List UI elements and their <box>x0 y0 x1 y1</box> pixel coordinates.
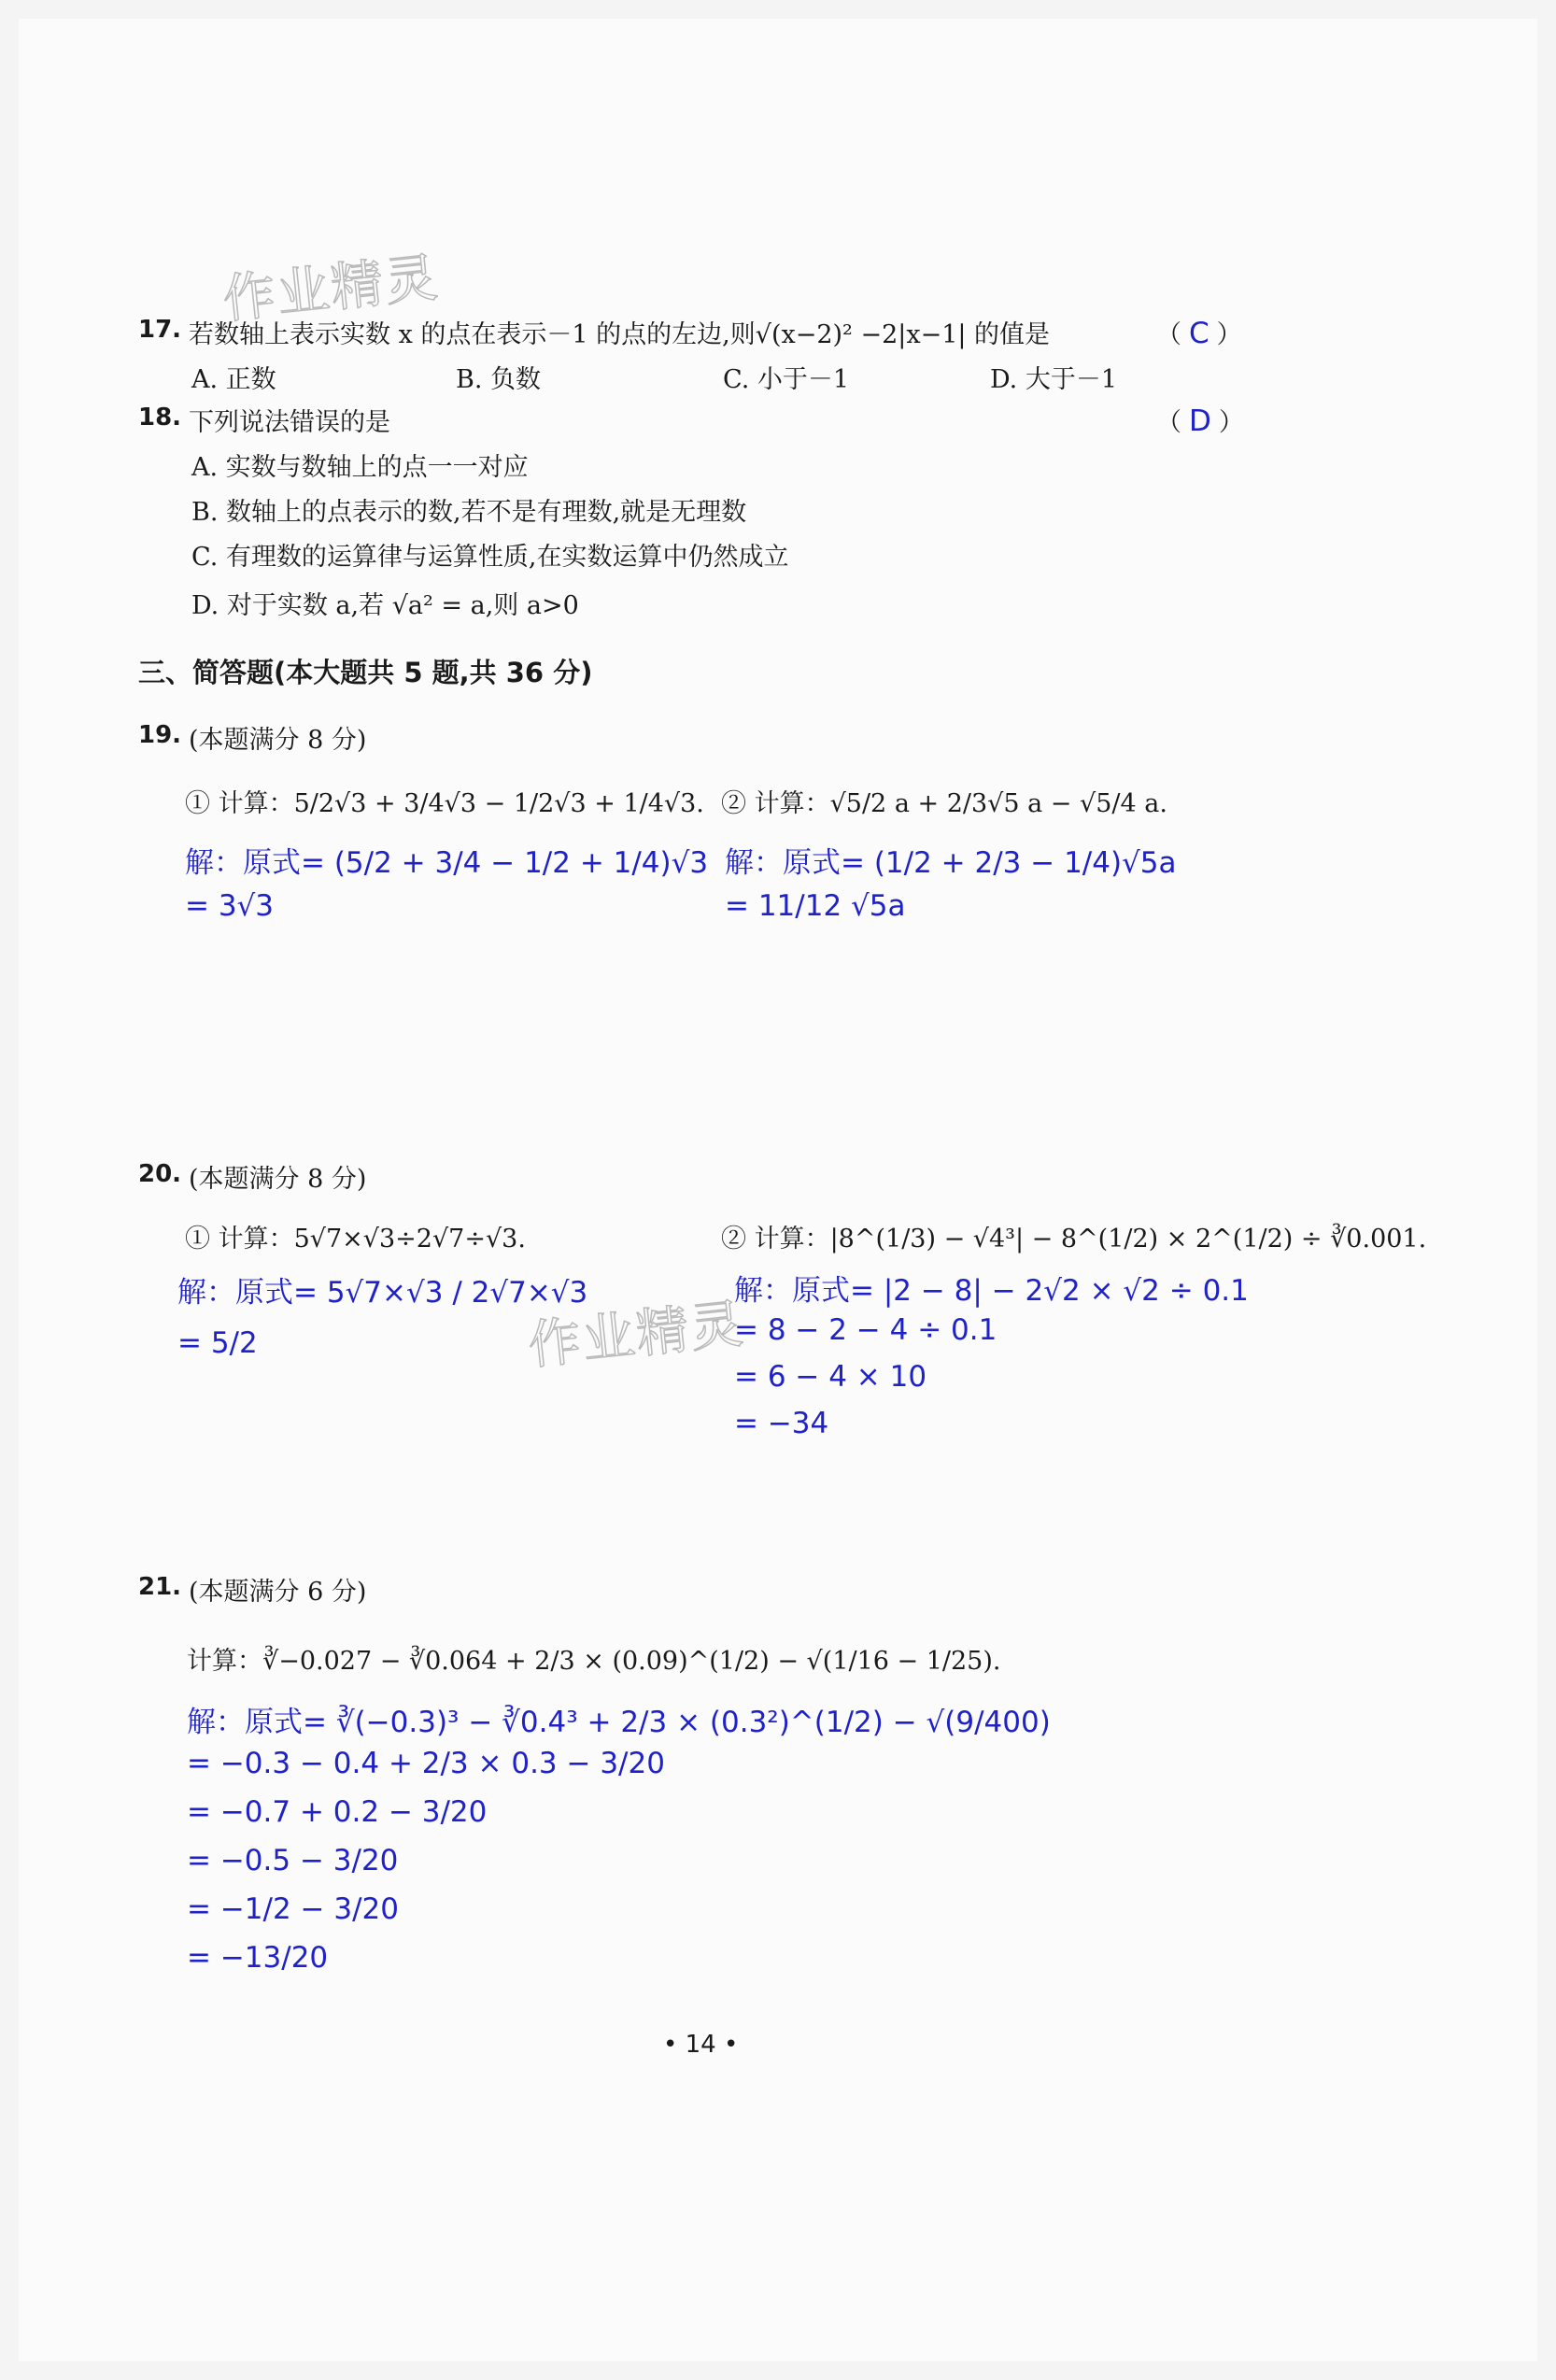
q19-solution1-line2: = 3√3 <box>185 889 275 923</box>
q20-solution2-line1: 解：原式= |2 − 8| − 2√2 × √2 ÷ 0.1 <box>734 1274 1249 1308</box>
page-number: • 14 • <box>663 2031 739 2059</box>
q18-bracket-open: （ <box>1156 408 1181 437</box>
q18-option-b: B. 数轴上的点表示的数,若不是有理数,就是无理数 <box>191 498 747 527</box>
q18-answer: D <box>1189 404 1211 438</box>
q18-number: 18. <box>138 404 182 432</box>
watermark-middle: 作业精灵 <box>525 1294 748 1377</box>
q17-number: 17. <box>138 316 182 344</box>
q21-solution-line1: 解：原式= ∛(−0.3)³ − ∛0.4³ + 2/3 × (0.3²)^(1/2) − √(9/400) <box>187 1706 1051 1739</box>
q20-solution1-line1: 解：原式= 5√7×√3 / 2√7×√3 <box>177 1276 588 1310</box>
q20-solution2-line2: = 8 − 2 − 4 ÷ 0.1 <box>734 1313 997 1347</box>
q20-part2: ② 计算：|8^(1/3) − √4³| − 8^(1/2) × 2^(1/2) ÷ ∛0.001. <box>721 1225 1427 1254</box>
q21-score: (本题满分 6 分) <box>189 1578 367 1607</box>
q19-part1: ① 计算：5/2√3 + 3/4√3 − 1/2√3 + 1/4√3. <box>185 789 704 818</box>
q20-solution2-line3: = 6 − 4 × 10 <box>734 1360 927 1394</box>
q20-solution2-line4: = −34 <box>734 1407 829 1440</box>
q20-number: 20. <box>138 1160 182 1188</box>
q17-bracket-close: ） <box>1216 320 1242 349</box>
q19-solution2-line1: 解：原式= (1/2 + 2/3 − 1/4)√5a <box>725 846 1177 880</box>
q21-solution-line3: = −0.7 + 0.2 − 3/20 <box>187 1795 488 1829</box>
watermark-top: 作业精灵 <box>219 248 443 331</box>
q18-option-d: D. 对于实数 a,若 √a² = a,则 a>0 <box>191 591 579 620</box>
q18-answer-bracket <box>1156 402 1244 438</box>
q20-solution1-line2: = 5/2 <box>177 1326 258 1360</box>
document-page <box>19 19 1537 2361</box>
q19-solution1-line1: 解：原式= (5/2 + 3/4 − 1/2 + 1/4)√3 <box>185 846 709 880</box>
q19-solution2-line2: = 11/12 √5a <box>725 889 906 923</box>
q17-option-c: C. 小于－1 <box>723 365 850 394</box>
q17-stem: 若数轴上表示实数 x 的点在表示－1 的点的左边,则√(x−2)² −2|x−1| 的值是 <box>189 320 1051 349</box>
q17-answer: C <box>1189 317 1209 350</box>
q19-part2: ② 计算：√5/2 a + 2/3√5 a − √5/4 a. <box>721 789 1167 818</box>
q17-option-b: B. 负数 <box>456 365 542 394</box>
section-3-title: 三、简答题(本大题共 5 题,共 36 分) <box>138 657 593 688</box>
q20-part1: ① 计算：5√7×√3÷2√7÷√3. <box>185 1225 526 1254</box>
q21-number: 21. <box>138 1573 182 1601</box>
q18-option-a: A. 实数与数轴上的点一一对应 <box>191 453 529 482</box>
q21-part1: 计算：∛−0.027 − ∛0.064 + 2/3 × (0.09)^(1/2) − √(1/16 − 1/25). <box>187 1647 1001 1676</box>
q21-solution-line5: = −1/2 − 3/20 <box>187 1892 399 1926</box>
q21-solution-line4: = −0.5 − 3/20 <box>187 1844 399 1877</box>
q21-solution-line2: = −0.3 − 0.4 + 2/3 × 0.3 − 3/20 <box>187 1747 665 1780</box>
q18-option-c: C. 有理数的运算律与运算性质,在实数运算中仍然成立 <box>191 543 789 572</box>
q19-number: 19. <box>138 721 182 749</box>
q19-score: (本题满分 8 分) <box>189 726 367 755</box>
q21-solution-line6: = −13/20 <box>187 1941 329 1975</box>
q18-bracket-close: ） <box>1218 408 1244 437</box>
q17-bracket-open: （ <box>1156 320 1181 349</box>
q17-answer-bracket <box>1156 314 1242 350</box>
q20-score: (本题满分 8 分) <box>189 1165 367 1194</box>
q17-option-a: A. 正数 <box>191 365 276 394</box>
q17-option-d: D. 大于－1 <box>990 365 1118 394</box>
q18-stem: 下列说法错误的是 <box>189 408 390 437</box>
